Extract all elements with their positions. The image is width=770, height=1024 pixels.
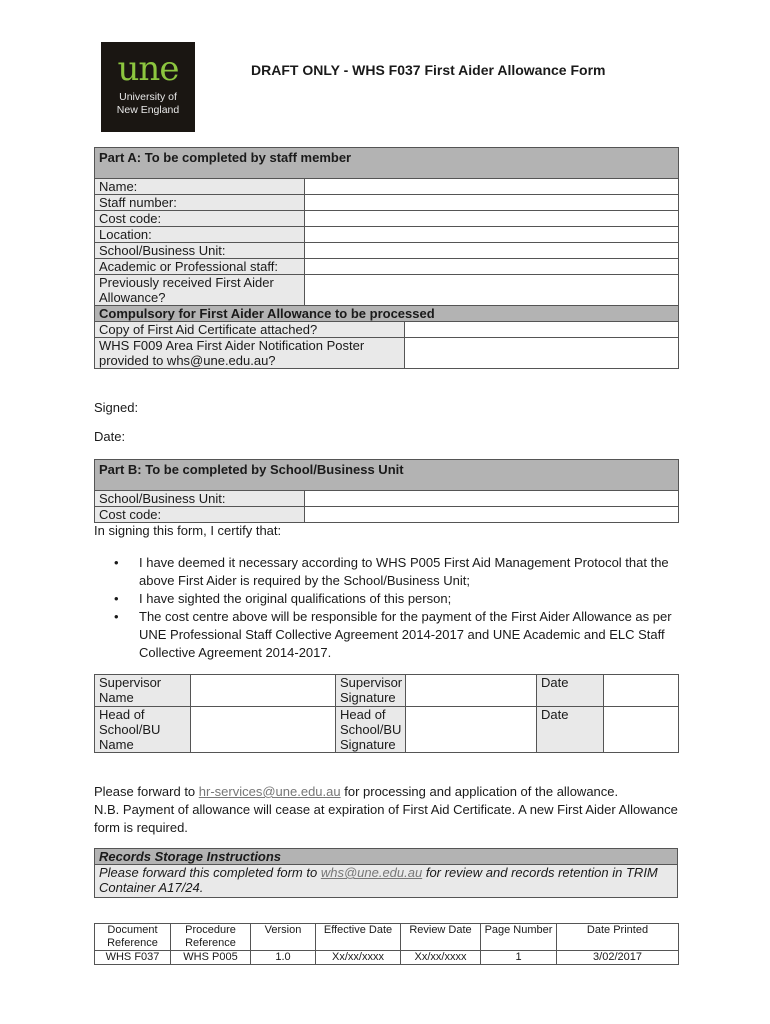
previous-allowance-field[interactable]	[305, 275, 679, 306]
head-name-field[interactable]	[191, 707, 336, 753]
poster-field[interactable]	[405, 338, 679, 369]
certify-intro: In signing this form, I certify that:	[94, 523, 282, 538]
supervisor-signature-field[interactable]	[406, 675, 537, 707]
page-title: DRAFT ONLY - WHS F037 First Aider Allowance Form	[251, 62, 606, 78]
poster-label: WHS F009 Area First Aider Notification Poster provided to whs@une.edu.au?	[95, 338, 405, 369]
footer-value: 1	[481, 951, 557, 965]
footer-header: Effective Date	[316, 924, 401, 951]
hr-services-email-link[interactable]: hr-services@une.edu.au	[198, 784, 341, 799]
forward-instructions	[94, 783, 684, 837]
footer-value: WHS P005	[171, 951, 251, 965]
une-logo	[101, 42, 195, 132]
certify-item: • The cost centre above will be responsible for the payment of the First Aider Allowance as per UNE Professional Staff Collective Agreement 2014-2017 and UNE Academic and ELC Staff Collective Agreement 2014-2017.	[110, 608, 680, 662]
records-instructions	[95, 865, 678, 898]
certify-item: • I have deemed it necessary according to WHS P005 First Aid Management Protocol that the above First Aider is required by the School/Business Unit;	[110, 554, 680, 590]
compulsory-heading: Compulsory for First Aider Allowance to be processed	[95, 306, 679, 322]
logo-text	[101, 91, 195, 117]
name-label: Name:	[95, 179, 305, 195]
signed-label: Signed:	[94, 400, 139, 415]
staff-type-field[interactable]	[305, 259, 679, 275]
cost-code-field[interactable]	[305, 211, 679, 227]
logo-line-1: University of	[119, 91, 177, 103]
previous-allowance-label: Previously received First Aider Allowance?	[95, 275, 305, 306]
whs-email-link[interactable]: whs@une.edu.au	[320, 865, 423, 880]
forward-text-post: for processing and application of the allowance.	[340, 784, 619, 799]
certificate-field[interactable]	[405, 322, 679, 338]
footer-header: Date Printed	[557, 924, 679, 951]
footer-header: Document Reference	[95, 924, 171, 951]
supervisor-date-field[interactable]	[604, 675, 679, 707]
staff-type-label: Academic or Professional staff:	[95, 259, 305, 275]
logo-line-2: New England	[116, 104, 180, 116]
head-date-label: Date	[537, 707, 604, 753]
records-text: Please forward this completed form to	[99, 865, 321, 880]
allowance-note: N.B. Payment of allowance will cease at expiration of First Aid Certificate. A new First Aider Allowance form is required.	[94, 802, 678, 835]
footer-value: Xx/xx/xxxx	[401, 951, 481, 965]
supervisor-signature-label: Supervisor Signature	[336, 675, 406, 707]
b-cost-code-label: Cost code:	[95, 507, 305, 523]
staff-number-field[interactable]	[305, 195, 679, 211]
footer-header: Review Date	[401, 924, 481, 951]
footer-header: Page Number	[481, 924, 557, 951]
head-signature-label: Head of School/BU Signature	[336, 707, 406, 753]
footer-value: 1.0	[251, 951, 316, 965]
supervisor-name-field[interactable]	[191, 675, 336, 707]
part-b-table	[94, 459, 679, 523]
records-storage-table	[94, 848, 678, 898]
location-label: Location:	[95, 227, 305, 243]
signoff-table	[94, 674, 679, 753]
school-unit-field[interactable]	[305, 243, 679, 259]
head-signature-field[interactable]	[406, 707, 537, 753]
forward-text: Please forward to	[94, 784, 199, 799]
footer-header: Version	[251, 924, 316, 951]
certificate-label: Copy of First Aid Certificate attached?	[95, 322, 405, 338]
part-a-heading: Part A: To be completed by staff member	[95, 148, 679, 179]
date-label: Date:	[94, 429, 126, 444]
b-school-unit-field[interactable]	[305, 491, 679, 507]
head-name-label: Head of School/BU Name	[95, 707, 191, 753]
supervisor-name-label: Supervisor Name	[95, 675, 191, 707]
logo-mark: une	[117, 49, 179, 89]
footer-value: WHS F037	[95, 951, 171, 965]
name-field[interactable]	[305, 179, 679, 195]
part-b-heading: Part B: To be completed by School/Business Unit	[95, 460, 679, 491]
records-text-post: for review and records retention in TRIM Container A17/24.	[99, 865, 658, 895]
cost-code-label: Cost code:	[95, 211, 305, 227]
staff-number-label: Staff number:	[95, 195, 305, 211]
head-date-field[interactable]	[604, 707, 679, 753]
footer-header: Procedure Reference	[171, 924, 251, 951]
location-field[interactable]	[305, 227, 679, 243]
footer-value: 3/02/2017	[557, 951, 679, 965]
records-heading: Records Storage Instructions	[95, 849, 678, 865]
certify-item: • I have sighted the original qualifications of this person;	[110, 590, 680, 608]
supervisor-date-label: Date	[537, 675, 604, 707]
b-cost-code-field[interactable]	[305, 507, 679, 523]
footer-value: Xx/xx/xxxx	[316, 951, 401, 965]
certify-list	[110, 554, 680, 662]
b-school-unit-label: School/Business Unit:	[95, 491, 305, 507]
part-a-table	[94, 147, 679, 369]
document-footer-table	[94, 923, 679, 965]
school-unit-label: School/Business Unit:	[95, 243, 305, 259]
